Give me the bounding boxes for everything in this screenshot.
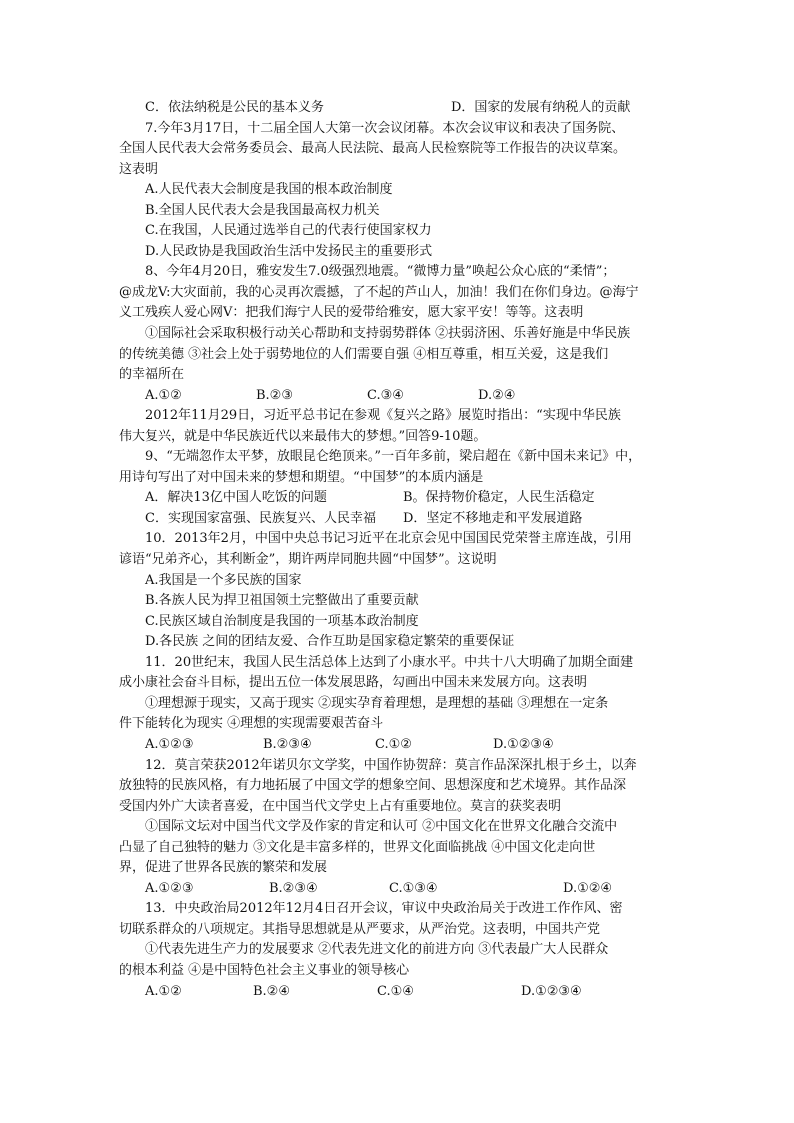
q10-stem-cont: 谚语“兄弟齐心，其利断金”，期许两岸同胞共圆“中国梦”。这说明 (119, 552, 497, 568)
q10-option-d: D.各民族 之间的团结友爱、合作互助是国家稳定繁荣的重要保证 (145, 634, 515, 650)
q12-statements: ①国际文坛对中国当代文学及作家的肯定和认可 ②中国文化在世界文化融合交流中 (145, 819, 618, 835)
option-b: B.②③④ (269, 880, 318, 896)
q8-statements-cont: 的传统美德 ③社会上处于弱势地位的人们需要自强 ④相互尊重，相互关爱，这是我们 (119, 346, 609, 362)
q9-stem: 9、“无端忽作太平梦，放眼昆仑绝顶来。”一百年多前，梁启超在《新中国未来记》中， (145, 449, 642, 465)
q13-options (119, 982, 679, 1003)
intro-9-10: 2012年11月29日，习近平总书记在参观《复兴之路》展览时指出：“实现中华民族 (145, 408, 621, 424)
option-d: D．坚定不移地走和平发展道路 (403, 510, 583, 526)
q11-statements: ①理想源于现实，又高于现实 ②现实孕育着理想，是理想的基础 ③理想在一定条 (145, 695, 609, 711)
q9-stem-cont: 用诗句写出了对中国未来的梦想和期望。“中国梦”的本质内涵是 (119, 469, 484, 485)
q13-stem: 13．中央政治局2012年12月4日召开会议，审议中央政治局关于改进工作作风、密 (145, 901, 623, 917)
option-b: B。保持物价稳定，人民生活稳定 (403, 490, 595, 506)
option-d: D．国家的发展有纳税人的贡献 (451, 100, 631, 115)
option-d: D.①②③④ (521, 983, 582, 999)
option-c: C.①③④ (389, 880, 438, 896)
q9-options-ab (119, 488, 679, 509)
q8-statements: ①国际社会采取积极行动关心帮助和支持弱势群体 ②扶弱济困、乐善好施是中华民族 (145, 326, 631, 342)
q13-statements: ①代表先进生产力的发展要求 ②代表先进文化的前进方向 ③代表最广大人民群众 (145, 942, 609, 958)
q12-stem-end: 受国内外广大读者喜爱，在中国当代文学史上占有重要地位。莫言的获奖表明 (119, 798, 562, 814)
option-a: A．解决13亿中国人吃饭的问题 (145, 490, 327, 506)
q10-option-a: A.我国是一个多民族的国家 (145, 572, 302, 588)
option-c: C．依法纳税是公民的基本义务 (145, 100, 324, 115)
option-d: D.②④ (478, 387, 516, 403)
q8-stem-end: 义工残疾人爱心网V：把我们海宁人民的爱带给雅安，愿大家平安！等等。这表明 (119, 305, 584, 321)
q12-options (119, 879, 679, 900)
q11-stem-cont: 成小康社会奋斗目标，提出五位一体发展思路，勾画出中国未来发展方向。这表明 (119, 675, 588, 691)
q8-stem: 8、今年4月20日，雅安发生7.0级强烈地震。“微博力量”唤起公众心底的“柔情”； (145, 264, 616, 280)
q8-options (119, 386, 679, 407)
q7-option-b: B.全国人民代表大会是我国最高权力机关 (145, 202, 380, 218)
q11-options (119, 735, 679, 756)
q7-stem-cont: 全国人民代表大会常务委员会、最高人民法院、最高人民检察院等工作报告的决议草案。 (119, 141, 627, 157)
option-d: D.①②③④ (493, 736, 554, 752)
option-a: A.①② (145, 387, 182, 403)
q12-stem: 12．莫言荣获2012年诺贝尔文学奖，中国作协贺辞：莫言作品深深扎根于乡土，以奔 (145, 757, 637, 773)
q7-option-c: C.在我国，人民通过选举自己的代表行使国家权力 (145, 223, 432, 239)
option-c: C.①④ (377, 983, 414, 999)
option-a: A.①②③ (145, 736, 194, 752)
q8-stem-cont: @成龙V:大灾面前，我的心灵再次震撼，了不起的芦山人，加油！我们在你们身边。@海宁 (119, 284, 639, 300)
q7-stem: 7.今年3月17日，十二届全国人大第一次会议闭幕。本次会议审议和表决了国务院、 (145, 120, 625, 136)
q11-statements-cont: 件下能转化为现实 ④理想的实现需要艰苦奋斗 (119, 716, 384, 732)
intro-9-10-cont: 伟大复兴，就是中华民族近代以来最伟大的梦想。”回答9-10题。 (119, 428, 487, 444)
q7-option-d: D.人民政协是我国政治生活中发扬民主的重要形式 (145, 243, 433, 259)
q11-stem: 11．20世纪末，我国人民生活总体上达到了小康水平。中共十八大明确了加期全面建 (145, 654, 634, 670)
option-a: A.①② (145, 983, 182, 999)
q10-option-c: C.民族区域自治制度是我国的一项基本政治制度 (145, 613, 419, 629)
option-c: C.③④ (367, 387, 404, 403)
option-b: B.②④ (253, 983, 290, 999)
option-c: C.①② (375, 736, 412, 752)
q13-statements-cont: 的根本利益 ④是中国特色社会主义事业的领导核心 (119, 962, 410, 978)
exam-page (119, 98, 679, 1002)
option-b: B.②③④ (263, 736, 312, 752)
option-b: B.②③ (256, 387, 293, 403)
q7-stem-end: 这表明 (119, 161, 159, 177)
q12-stem-cont: 放独特的民族风格，有力地拓展了中国文学的想象空间、思想深度和艺术境界。其作品深 (119, 778, 627, 794)
q12-statements-end: 界，促进了世界各民族的繁荣和发展 (119, 860, 328, 876)
q13-stem-cont: 切联系群众的八项规定。其指导思想就是从严要求，从严治党。这表明，中国共产党 (119, 921, 601, 937)
q8-statements-end: 的幸福所在 (119, 367, 185, 383)
option-a: A.①②③ (145, 880, 194, 896)
q6-options-cd (119, 98, 679, 119)
q10-option-b: B.各族人民为捍卫祖国领土完整做出了重要贡献 (145, 593, 419, 609)
q12-statements-cont: 凸显了自己独特的魅力 ③文化是丰富多样的，世界文化面临挑战 ④中国文化走向世 (119, 839, 596, 855)
q9-options-cd (119, 509, 679, 530)
q10-stem: 10．2013年2月，中国中央总书记习近平在北京会见中国国民党荣誉主席连战，引用 (145, 531, 632, 547)
option-d: D.①②④ (563, 880, 613, 896)
q7-option-a: A.人民代表大会制度是我国的根本政治制度 (145, 182, 393, 198)
option-c: C．实现国家富强、民族复兴、人民幸福 (145, 510, 376, 526)
